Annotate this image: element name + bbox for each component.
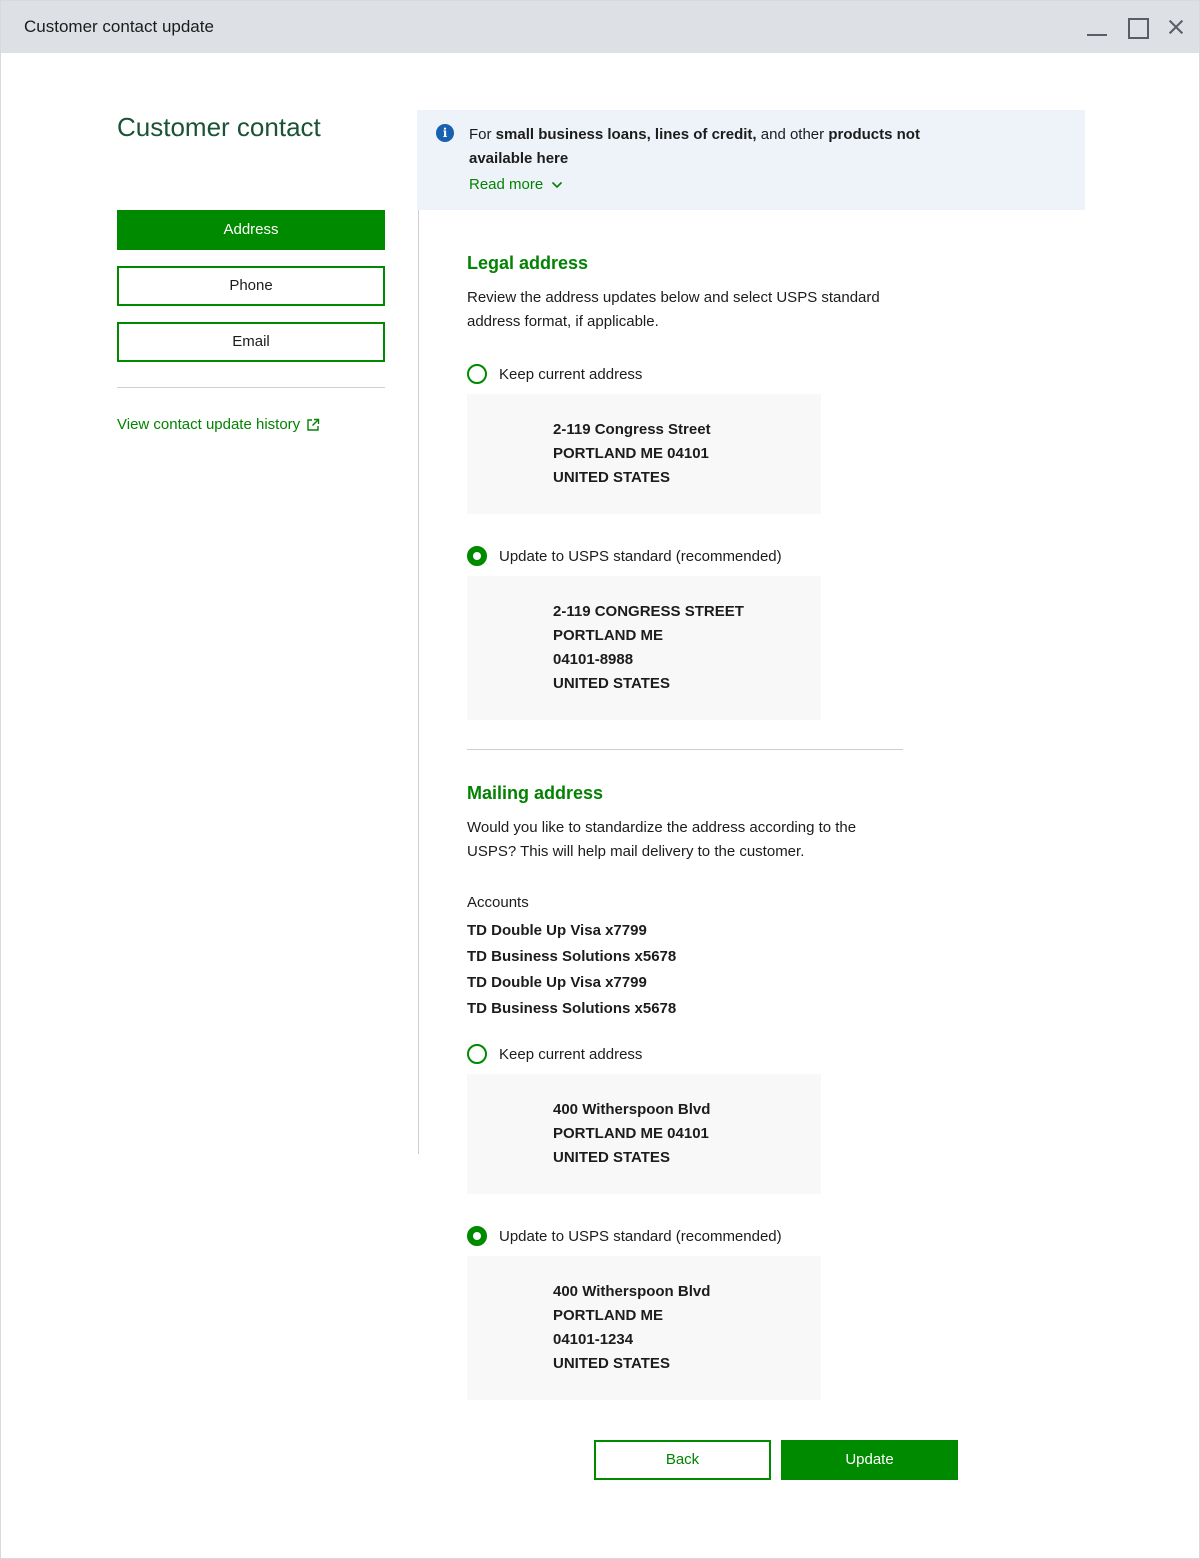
accounts-list xyxy=(467,918,676,1022)
address-line: 04101-1234 xyxy=(553,1331,634,1348)
legal-usps-label: Update to USPS standard (recommended) xyxy=(499,547,782,565)
back-button[interactable]: Back xyxy=(594,1440,771,1480)
window-title: Customer contact update xyxy=(24,17,214,36)
mailing-address-heading: Mailing address xyxy=(467,783,604,803)
legal-current-address-card xyxy=(467,394,821,514)
view-history-label: View contact update history xyxy=(117,416,301,433)
address-line: PORTLAND ME 04101 xyxy=(553,1125,709,1142)
mailing-usps-label: Update to USPS standard (recommended) xyxy=(499,1227,782,1245)
mailing-usps-radio[interactable] xyxy=(467,1226,487,1246)
address-line: UNITED STATES xyxy=(553,675,670,692)
view-history-link[interactable] xyxy=(117,416,320,433)
read-more-label: Read more xyxy=(469,176,544,193)
mailing-usps-radio-row[interactable] xyxy=(467,1225,782,1247)
legal-usps-radio-row[interactable] xyxy=(467,545,782,567)
account-item: TD Business Solutions x5678 xyxy=(467,1000,677,1017)
mailing-usps-address-card xyxy=(467,1256,821,1400)
legal-keep-current-radio-row[interactable] xyxy=(467,363,642,385)
info-banner-text xyxy=(469,123,949,171)
account-item: TD Double Up Visa x7799 xyxy=(467,974,647,991)
info-banner xyxy=(417,110,1085,210)
mailing-address-description: Would you like to standardize the address according to the USPS? This will help mail delivery to the customer. xyxy=(467,819,857,860)
address-line: PORTLAND ME 04101 xyxy=(553,445,709,462)
address-line: UNITED STATES xyxy=(553,469,670,486)
chevron-down-icon xyxy=(551,181,563,189)
title-bar xyxy=(1,1,1199,53)
legal-keep-current-radio[interactable] xyxy=(467,364,487,384)
mailing-keep-current-label: Keep current address xyxy=(499,1045,643,1063)
info-text-mid: and other xyxy=(756,126,829,143)
content-divider-vertical xyxy=(418,210,419,1154)
read-more-link[interactable] xyxy=(469,176,563,193)
legal-usps-radio[interactable] xyxy=(467,546,487,566)
mailing-current-address-card xyxy=(467,1074,821,1194)
mailing-keep-current-radio[interactable] xyxy=(467,1044,487,1064)
page-title: Customer contact xyxy=(117,112,321,142)
mailing-keep-current-radio-row[interactable] xyxy=(467,1043,642,1065)
sidebar-divider xyxy=(117,387,385,388)
nav-phone-button[interactable]: Phone xyxy=(117,266,385,306)
legal-address-description: Review the address updates below and select USPS standard address format, if applicable. xyxy=(467,289,880,330)
maximize-icon[interactable] xyxy=(1125,15,1149,39)
info-text-bold-not-available: products not available here xyxy=(469,126,920,167)
address-line: 400 Witherspoon Blvd xyxy=(553,1101,711,1118)
info-text-prefix: For xyxy=(469,126,496,143)
nav-email-button[interactable]: Email xyxy=(117,322,385,362)
update-button[interactable]: Update xyxy=(781,1440,958,1480)
external-link-icon xyxy=(306,418,320,432)
legal-usps-address-card xyxy=(467,576,821,720)
address-line: PORTLAND ME xyxy=(553,627,663,644)
address-line: UNITED STATES xyxy=(553,1149,670,1166)
address-line: 04101-8988 xyxy=(553,651,634,668)
nav-address-button[interactable]: Address xyxy=(117,210,385,250)
address-line: 2-119 CONGRESS STREET xyxy=(553,603,744,620)
info-text-bold-products: small business loans, lines of credit, xyxy=(495,126,757,143)
legal-address-heading: Legal address xyxy=(467,253,589,273)
address-line: 2-119 Congress Street xyxy=(553,421,711,438)
close-icon[interactable] xyxy=(1164,15,1188,39)
accounts-label: Accounts xyxy=(467,894,529,911)
legal-keep-current-label: Keep current address xyxy=(499,365,643,383)
account-item: TD Double Up Visa x7799 xyxy=(467,922,647,939)
minimize-icon[interactable] xyxy=(1085,15,1109,39)
address-line: PORTLAND ME xyxy=(553,1307,663,1324)
account-item: TD Business Solutions x5678 xyxy=(467,948,677,965)
section-divider xyxy=(467,749,903,750)
info-icon: i xyxy=(436,124,454,142)
address-line: 400 Witherspoon Blvd xyxy=(553,1283,711,1300)
address-line: UNITED STATES xyxy=(553,1355,670,1372)
